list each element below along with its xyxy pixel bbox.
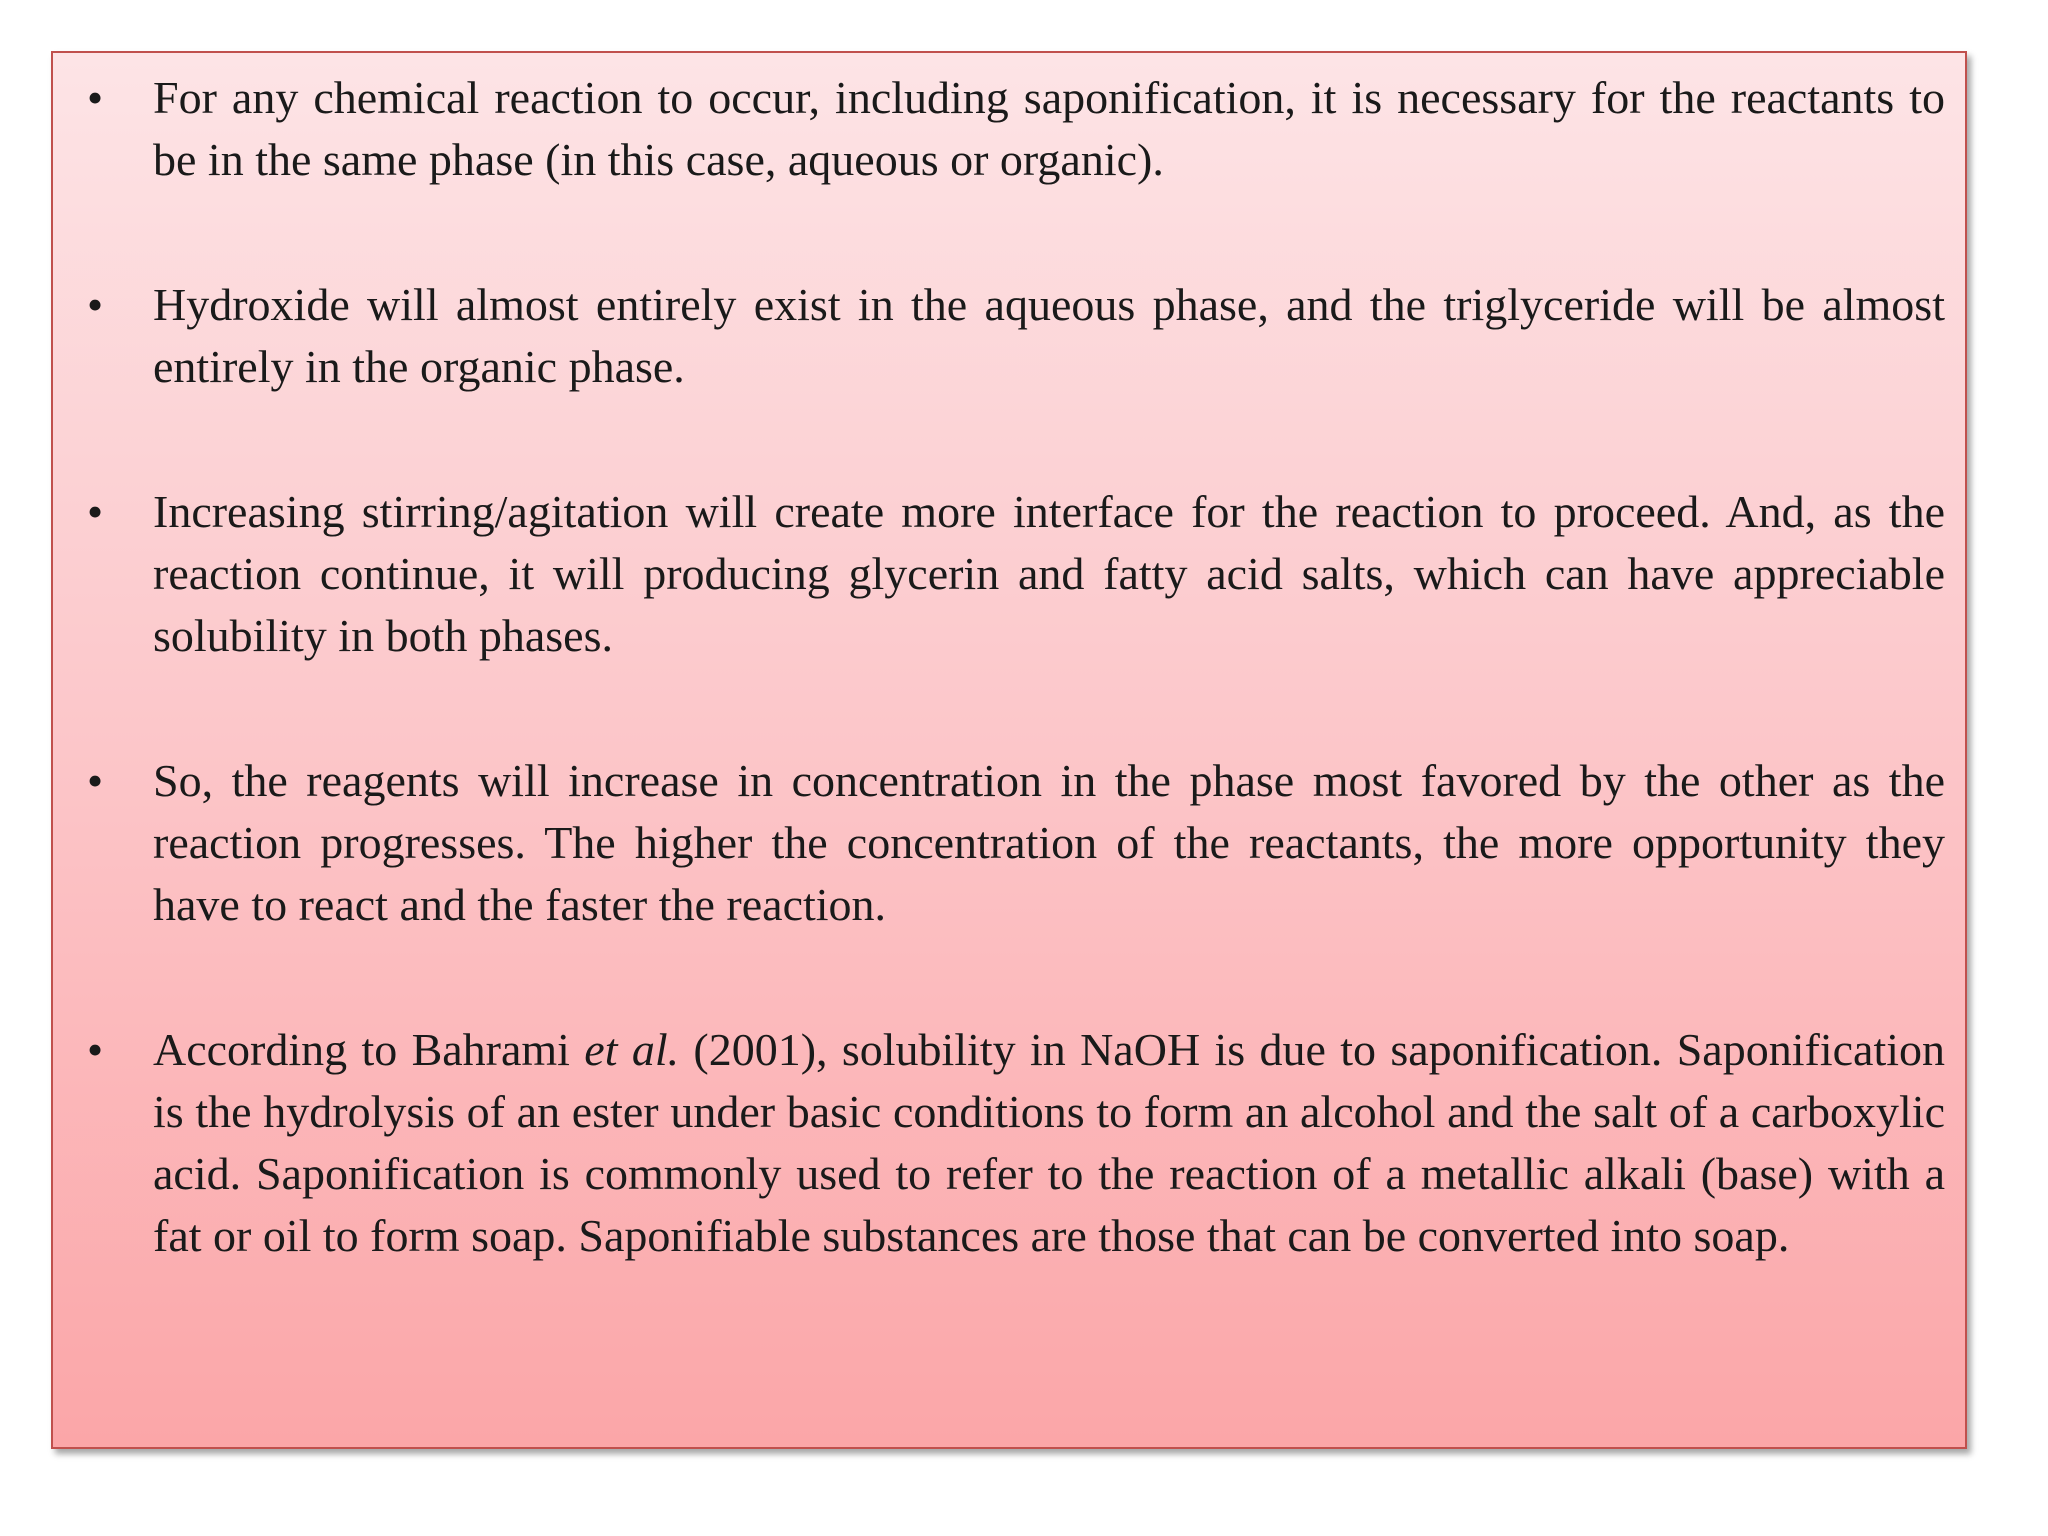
bullet-icon: • xyxy=(86,279,104,330)
bullet-text: Hydroxide will almost entirely exist in the aqueous phase, and the triglyceride will be almost entirely in the organic phase. xyxy=(153,279,1945,392)
bullet-text-segment: (2001), solubility in NaOH is due to saponification. Saponification is the hydrolysis of an ester under basic conditions to form an alcohol and the salt of a carboxylic acid. Saponification is commonly used to refer to the reaction of a metallic alkali (base) with a fat or oil to form soap. Saponifiable substances are those that can be converted into soap. xyxy=(153,1024,1946,1261)
bullet-item xyxy=(53,750,1965,936)
bullet-text xyxy=(153,1024,1945,1261)
bullet-icon: • xyxy=(86,72,104,123)
bullet-text-italic: et al. xyxy=(584,1024,680,1075)
bullet-list xyxy=(53,67,1965,1350)
bullet-item xyxy=(53,274,1965,398)
bullet-item xyxy=(53,1019,1965,1267)
bullet-icon: • xyxy=(86,755,104,806)
bullet-icon: • xyxy=(86,1024,104,1075)
content-panel xyxy=(51,51,1967,1449)
bullet-item xyxy=(53,67,1965,191)
bullet-text: Increasing stirring/agitation will create more interface for the reaction to proceed. And, as the reaction continue, it will producing glycerin and fatty acid salts, which can have appreciable solubility in both phases. xyxy=(153,486,1945,661)
bullet-text-segment: According to Bahrami xyxy=(153,1024,585,1075)
bullet-text: For any chemical reaction to occur, including saponification, it is necessary for the reactants to be in the same phase (in this case, aqueous or organic). xyxy=(153,72,1945,185)
bullet-item xyxy=(53,481,1965,667)
bullet-icon: • xyxy=(86,486,104,537)
bullet-text: So, the reagents will increase in concentration in the phase most favored by the other as the reaction progresses. The higher the concentration of the reactants, the more opportunity they have to react and the faster the reaction. xyxy=(153,755,1945,930)
